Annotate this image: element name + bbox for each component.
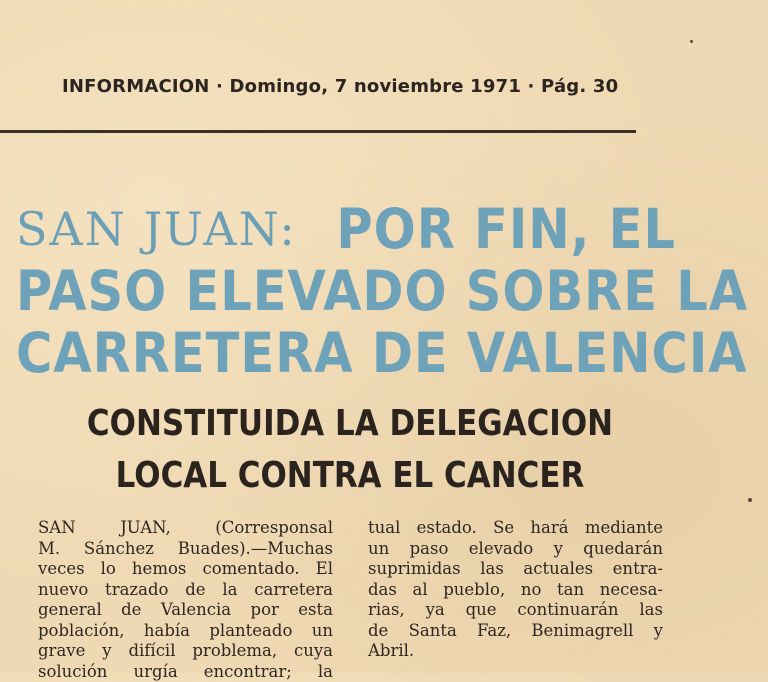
subheadline-line-2: LOCAL CONTRA EL CANCER xyxy=(66,450,634,502)
paper-speck xyxy=(690,40,693,43)
article-column-left xyxy=(38,518,333,682)
article-column-right xyxy=(368,518,663,662)
paper-speck xyxy=(748,498,752,502)
body-line: rias, ya que continuarán las xyxy=(368,600,663,621)
body-line: solución urgía encontrar; la xyxy=(38,662,333,682)
subheadline-line-1: CONSTITUIDA LA DELEGACION xyxy=(66,398,634,450)
headline-line-3: CARRETERA DE VALENCIA xyxy=(16,322,676,384)
headline-line-2: PASO ELEVADO SOBRE LA xyxy=(16,260,676,322)
body-line: SAN JUAN, (Corresponsal xyxy=(38,518,333,539)
body-line: grave y difícil problema, cuya xyxy=(38,641,333,662)
body-line: de Santa Faz, Benimagrell y xyxy=(368,621,663,642)
body-line: veces lo hemos comentado. El xyxy=(38,559,333,580)
headline-line-1-rest: POR FIN, EL xyxy=(336,198,676,260)
header-rule xyxy=(0,130,636,133)
subheadline xyxy=(66,398,634,502)
page-header xyxy=(62,76,662,97)
headline xyxy=(16,198,676,384)
body-line: un paso elevado y quedarán xyxy=(368,539,663,560)
body-line: Abril. xyxy=(368,641,663,662)
body-line: das al pueblo, no tan necesa- xyxy=(368,580,663,601)
headline-location: SAN JUAN: xyxy=(16,198,297,260)
headline-line-1 xyxy=(16,198,676,260)
body-line: suprimidas las actuales entra- xyxy=(368,559,663,580)
body-line: población, había planteado un xyxy=(38,621,333,642)
header-text: INFORMACION · Domingo, 7 noviembre 1971 · Pág. 30 xyxy=(62,76,618,97)
body-line: nuevo trazado de la carretera xyxy=(38,580,333,601)
body-line: tual estado. Se hará mediante xyxy=(368,518,663,539)
body-line: M. Sánchez Buades).—Muchas xyxy=(38,539,333,560)
body-line: general de Valencia por esta xyxy=(38,600,333,621)
